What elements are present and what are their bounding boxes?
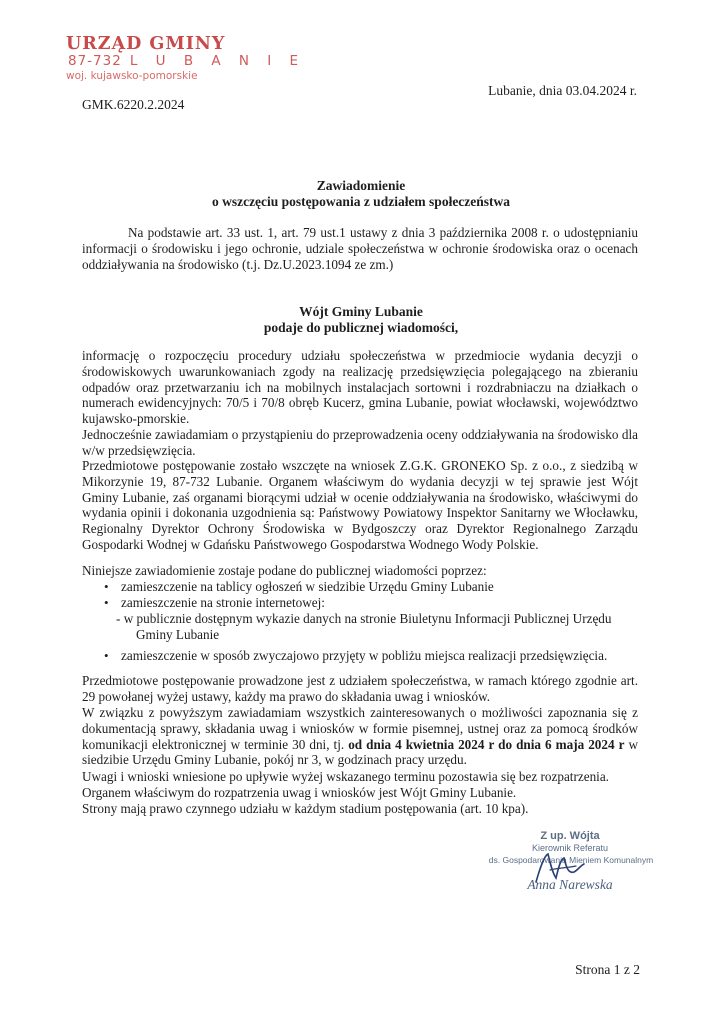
stamp-city: L U B A N I E [129, 53, 306, 69]
publication-sub-item-continued: Gminy Lubanie [136, 627, 220, 642]
document-subtitle: o wszczęciu postępowania z udziałem społeczeństwa [211, 194, 511, 209]
closing-competent-authority: Organem właściwym do rozpatrzenia uwag i wniosków jest Wójt Gminy Lubanie. [82, 785, 517, 800]
publication-list-item [104, 648, 607, 664]
office-stamp-address [68, 53, 305, 69]
legal-basis-paragraph: Na podstawie art. 33 ust. 1, art. 79 ust.1 ustawy z dnia 3 października 2008 r. o udostępnianiu informacji o środowisku i jego ochronie, udziale społeczeństwa w ochronie środowiska oraz o ocenach oddziaływania na środowisko (t.j. Dz.U.2023.1094 ze zm.) [82, 225, 638, 272]
signatory-name: Anna Narewska [527, 877, 613, 892]
stamp-postal-code: 87-732 [68, 53, 122, 69]
announcer-title: Wójt Gminy Lubanie [299, 304, 423, 319]
document-title: Zawiadomienie [316, 178, 406, 193]
publication-sub-item: - w publicznie dostępnym wykazie danych na stronie Biuletynu Informacji Publicznej Urzędu [116, 611, 612, 626]
publication-item-text: zamieszczenie na stronie internetowej: [121, 595, 325, 610]
bullet-icon: • [104, 648, 109, 663]
publication-list-item [104, 595, 325, 611]
signature-department: ds. Gospodarowania Mieniem Komunalnym [488, 855, 654, 865]
signature-position: Kierownik Referatu [531, 843, 609, 853]
closing-paragraph-participation: Przedmiotowe postępowanie prowadzone jest z udziałem społeczeństwa, w ramach którego zgodnie art. 29 powołanej wyżej ustawy, każdy ma prawo do składania uwag i wniosków. [82, 673, 638, 704]
closing-party-rights: Strony mają prawo czynnego udziału w każdym stadium postępowania (art. 10 kpa). [82, 801, 529, 816]
deadline-text-location: w siedzibie Urzędu Gminy Lubanie, pokój nr 3, w godzinach pracy urzędu. [82, 736, 639, 768]
reference-number: GMK.6220.2.2024 [82, 97, 185, 112]
office-stamp-title: URZĄD GMINY [66, 34, 226, 54]
body-paragraph-assessment: Jednocześnie zawiadamiam o przystąpieniu do przeprowadzenia oceny oddziaływania na środowisko dla w/w przedsięwzięcia. [82, 427, 638, 458]
signature-authorization: Z up. Wójta [540, 830, 600, 842]
place-and-date: Lubanie, dnia 03.04.2024 r. [488, 83, 637, 98]
bullet-icon: • [104, 579, 109, 594]
body-paragraph-decision: informację o rozpoczęciu procedury udziału społeczeństwa w przedmiocie wydania decyzji o środowiskowych uwarunkowaniach zgody na realizację przedsięwzięcia polegającego na zbieraniu odpadów oraz przetwarzaniu ich na mobilnych instalacjach sortowni i rozdrabniaczu na działkach o numerach ewidencyjnych: 70/5 i 70/8 obręb Kucerz, gmina Lubanie, powiat włocławski, województwo kujawsko-pmorskie. [82, 348, 638, 427]
office-stamp-region: woj. kujawsko-pomorskie [66, 70, 198, 82]
closing-paragraph-deadline [82, 705, 638, 768]
publication-intro: Niniejsze zawiadomienie zostaje podane do publicznej wiadomości poprzez: [82, 563, 487, 578]
publication-item-text: zamieszczenie w sposób zwyczajowo przyjęty w pobliżu miejsca realizacji przedsięwzięcia. [121, 648, 608, 663]
deadline-text-intro: W związku z powyższym zawiadamiam wszystkich zainteresowanych o możliwości zapoznania się z dokumentacją sprawy, składania uwag i wniosków w formie pisemnej, ustnej oraz za pomocą środków komunikacji elektronicznej w terminie 30 dni, tj. [82, 705, 638, 752]
deadline-dates: od dnia 4 kwietnia 2024 r do dnia 6 maja 2024 r [348, 736, 625, 752]
body-paragraph-proceedings: Przedmiotowe postępowanie zostało wszczęte na wniosek Z.G.K. GRONEKO Sp. z o.o., z siedzibą w Mikorzynie 19, 87-732 Lubanie. Organem właściwym do wydania decyzji w tej sprawie jest Wójt Gminy Lubanie, zaś organami biorącymi udział w ocenie oddziaływania na środowisko, właściwymi do wydania opinii i dokonania uzgodnienia są: Państwowy Powiatowy Inspektor Sanitarny we Włocławku, Regionalny Dyrektor Ochrony Środowiska w Bydgoszczy oraz Dyrektor Regionalnego Zarządu Gospodarki Wodnej w Gdańsku Państwowego Gospodarstwa Wodnego Wody Polskie. [82, 458, 638, 552]
announcer-subtitle: podaje do publicznej wiadomości, [263, 320, 459, 335]
closing-late-submissions: Uwagi i wnioski wniesione po upływie wyżej wskazanego terminu pozostawia się bez rozpatrzenia. [82, 769, 609, 784]
publication-item-text: zamieszczenie na tablicy ogłoszeń w siedzibie Urzędu Gminy Lubanie [121, 579, 494, 594]
publication-list-item [104, 579, 494, 595]
page-number: Strona 1 z 2 [575, 962, 640, 977]
bullet-icon: • [104, 595, 109, 610]
